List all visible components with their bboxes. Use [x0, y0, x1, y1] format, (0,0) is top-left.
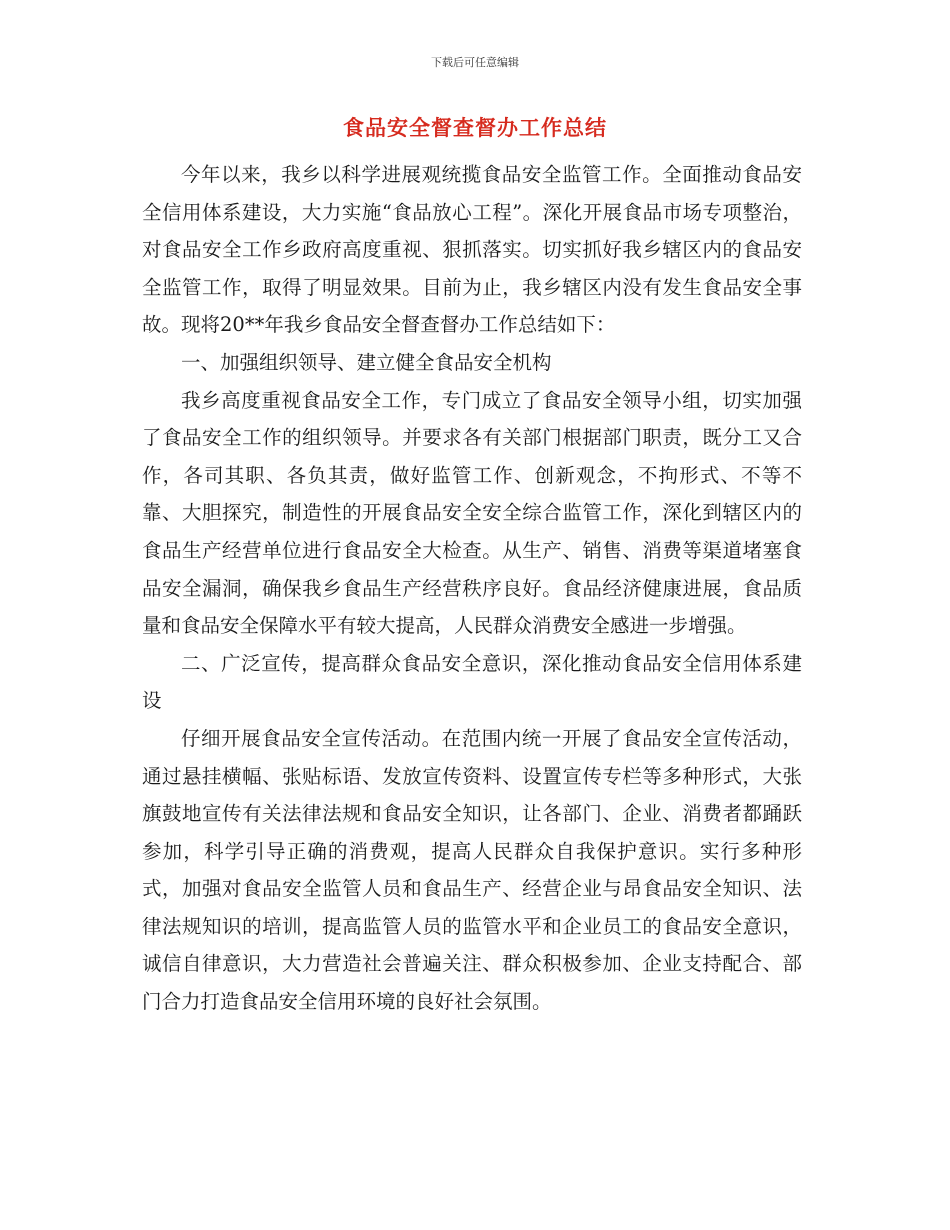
document-title: 食品安全督查督办工作总结 [343, 116, 607, 140]
document-body [142, 156, 802, 1021]
paragraph-section-2: 仔细开展食品安全宣传活动。在范围内统一开展了食品安全宣传活动，通过悬挂横幅、张贴标语、发放宣传资料、设置宣传专栏等多种形式，大张旗鼓地宣传有关法律法规和食品安全知识，让各部门、企业、消费者都踊跃参加，科学引导正确的消费观，提高人民群众自我保护意识。实行多种形式，加强对食品安全监管人员和食品生产、经营企业与昂食品安全知识、法律法规知识的培训，提高监管人员的监管水平和企业员工的食品安全意识，诚信自律意识，大力营造社会普遍关注、群众积极参加、企业支持配合、部门合力打造食品安全信用环境的良好社会氛围。 [142, 726, 802, 1014]
header-note: 下载后可任意编辑 [431, 56, 519, 69]
section-heading-2: 二、广泛宣传，提高群众食品安全意识，深化推动食品安全信用体系建设 [142, 651, 802, 713]
paragraph-section-1: 我乡高度重视食品安全工作，专门成立了食品安全领导小组，切实加强了食品安全工作的组织领导。并要求各有关部门根据部门职责，既分工又合作，各司其职、各负其责，做好监管工作、创新观念，不拘形式、不等不靠、大胆探究，制造性的开展食品安全安全综合监管工作，深化到辖区内的食品生产经营单位进行食品安全大检查。从生产、销售、消费等渠道堵塞食品安全漏洞，确保我乡食品生产经营秩序良好。食品经济健康进展，食品质量和食品安全保障水平有较大提高，人民群众消费安全感进一步增强。 [142, 388, 802, 638]
section-heading-1: 一、加强组织领导、建立健全食品安全机构 [181, 350, 552, 374]
paragraph-intro: 今年以来，我乡以科学进展观统揽食品安全监管工作。全面推动食品安全信用体系建设，大力实施“食品放心工程”。深化开展食品市场专项整治，对食品安全工作乡政府高度重视、狠抓落实。切实抓好我乡辖区内的食品安全监管工作，取得了明显效果。目前为止，我乡辖区内没有发生食品安全事故。现将20**年我乡食品安全督查督办工作总结如下： [142, 163, 802, 337]
